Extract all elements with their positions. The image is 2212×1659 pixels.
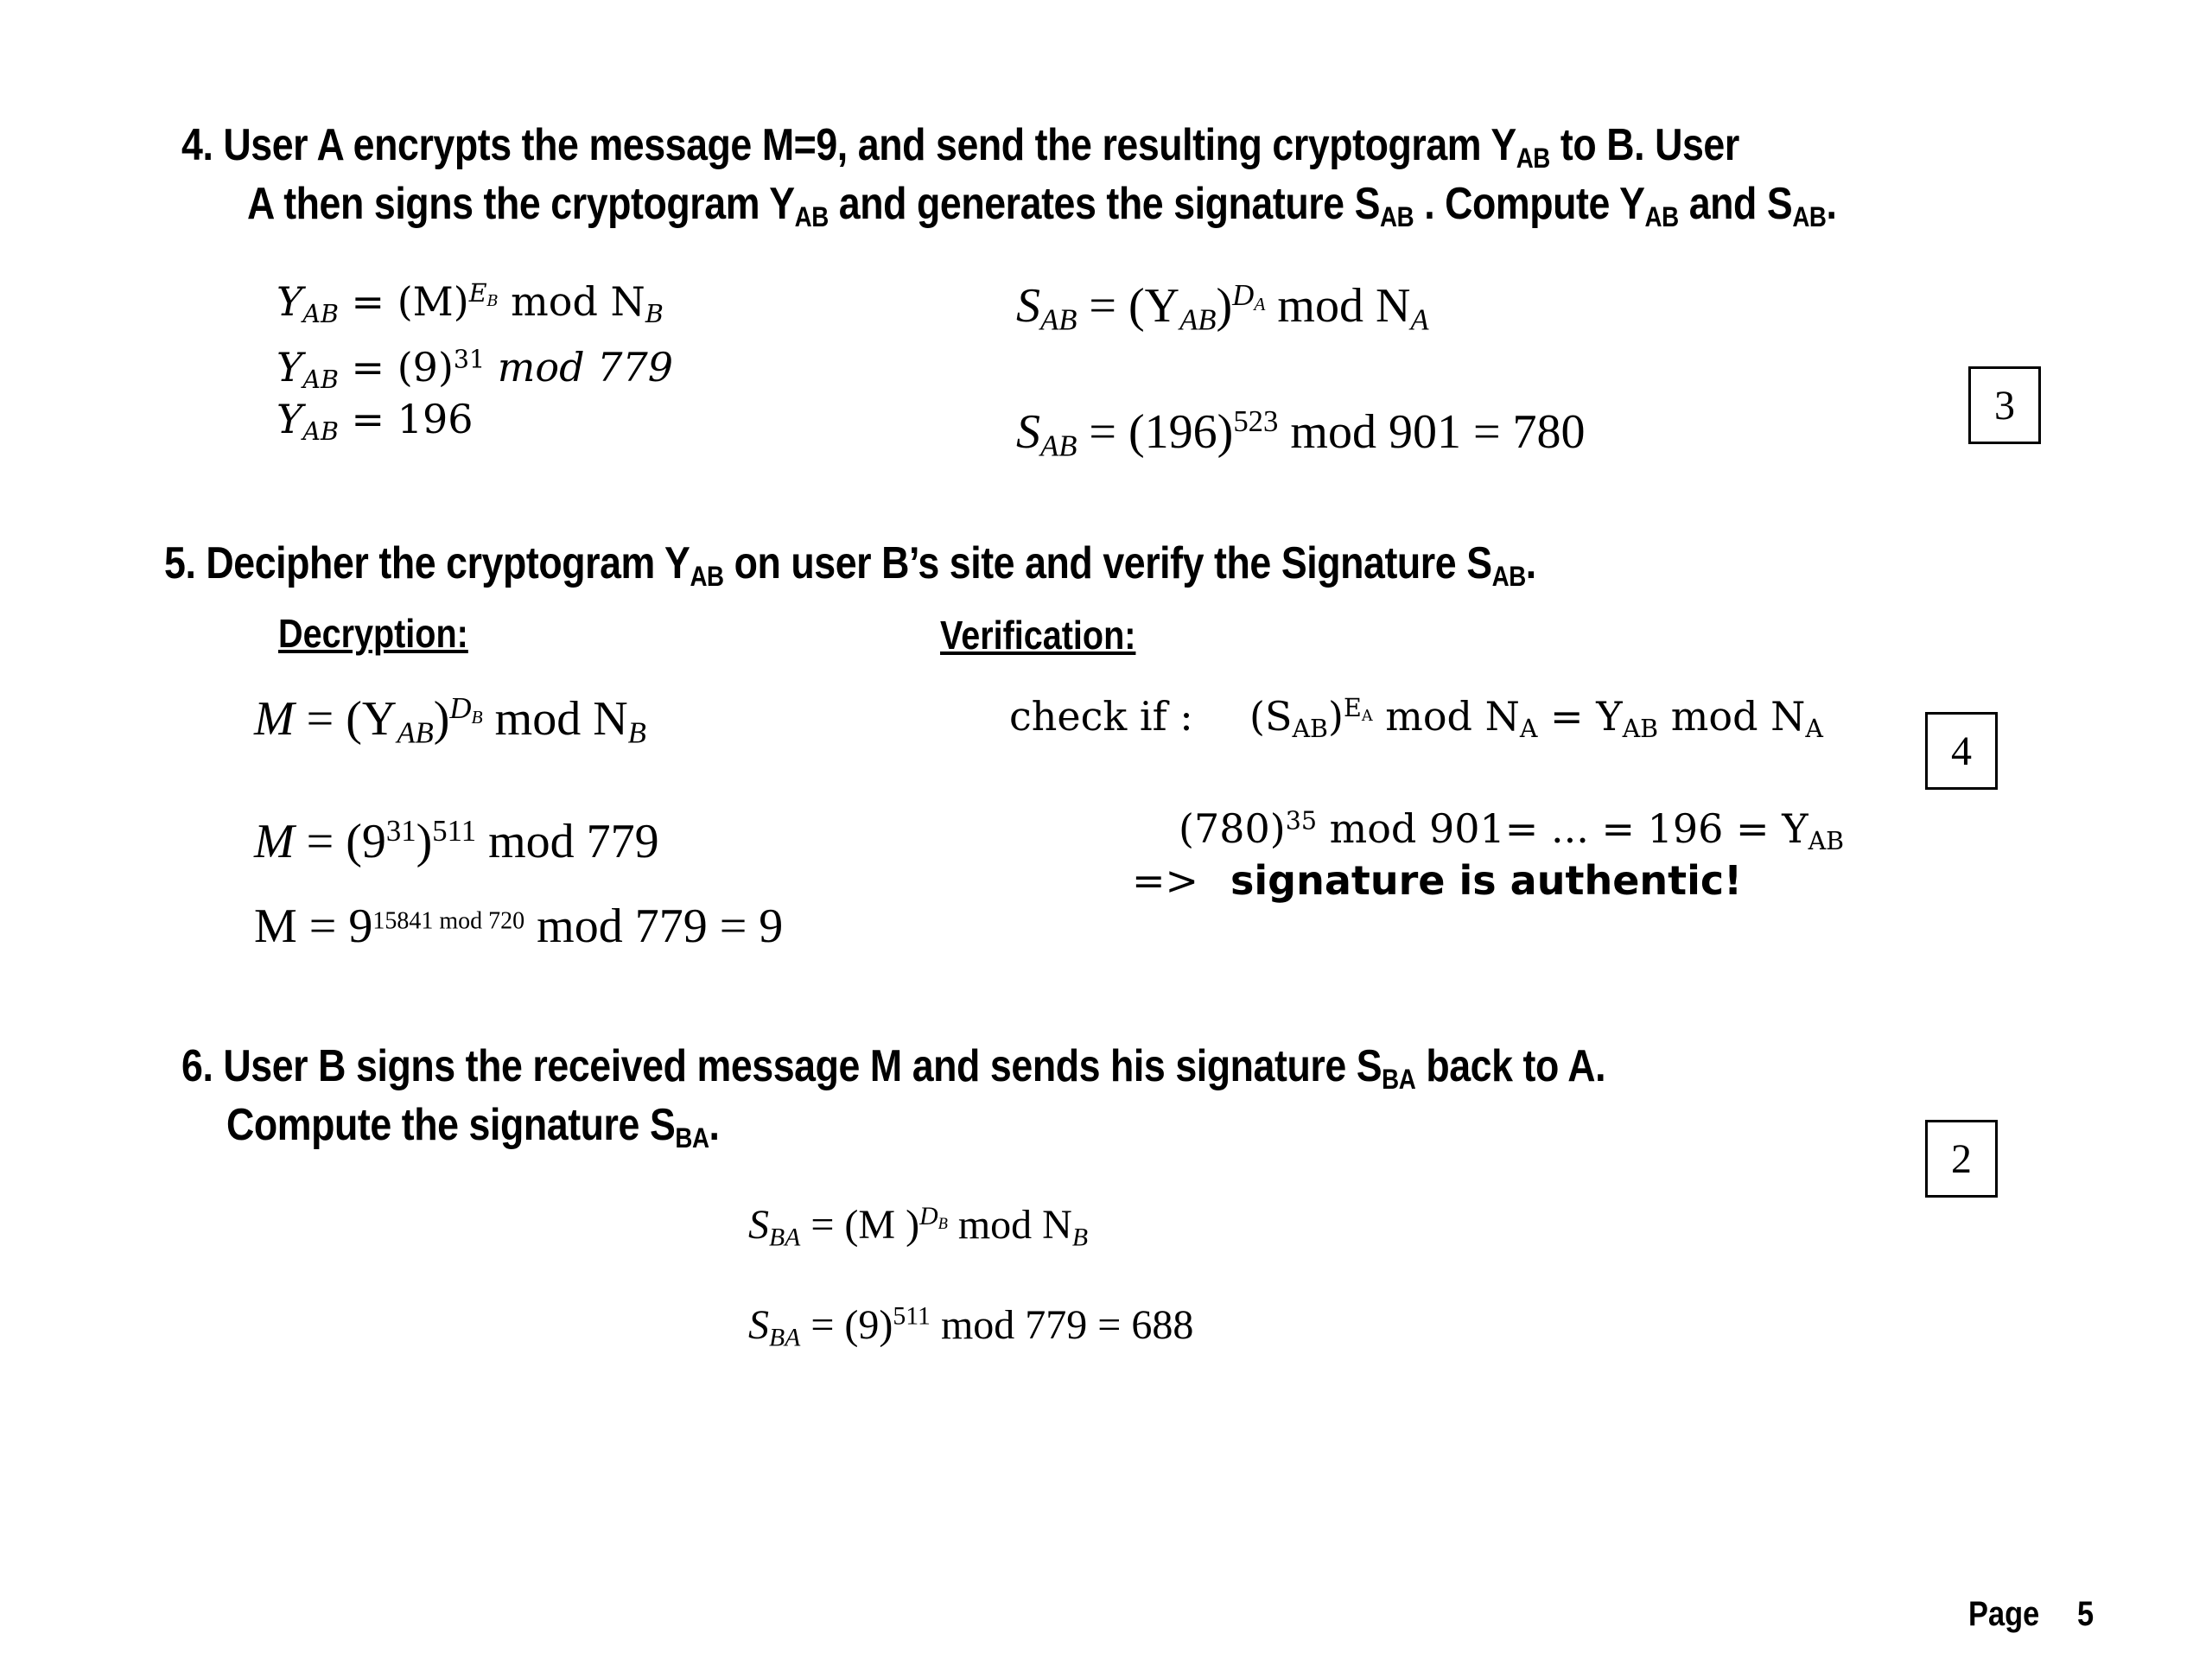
verification-heading: Verification: <box>940 613 1136 658</box>
page-number: 5 <box>2077 1595 2094 1633</box>
decryption-result: $M = 9^{15841 mod 720}$ mod 779 = 9 <box>254 899 784 953</box>
signature-result: $S_{AB} = (196)^{523}$ mod 901 = 780 <box>1016 404 1586 463</box>
decryption-substitution: $M = (9^{31})^{511}$ mod 779 <box>254 813 659 868</box>
verification-computation: $(780)^{35}$ mod 901= ... = $196 = Y_{AB}$ <box>1179 805 1845 855</box>
signature-formula: $S_{AB} = (Y_{AB})^{D_A}$ mod $N_A$ <box>1016 277 1429 337</box>
points-box-q6: 2 <box>1925 1120 1998 1198</box>
points-box-q4: 3 <box>1968 366 2041 444</box>
question-4-line-1: 4. User A encrypts the message M=9, and send the resulting cryptogram $Y_{AB}$ to B. User <box>181 120 1739 175</box>
signature-ba-formula: $S_{BA} = (M$ )$^{D_B}$ mod $N_B$ <box>748 1201 1089 1252</box>
decryption-formula: $M = (Y_{AB})^{D_B}$ mod $N_B$ <box>254 690 646 750</box>
question-6-line-2: Compute the signature $S_{BA}$. <box>226 1100 720 1154</box>
question-5-title: 5. Decipher the cryptogram $Y_{AB}$ on user B’s site and verify the Signature $S_{AB}$. <box>164 538 1536 593</box>
decryption-heading: Decryption: <box>278 611 468 656</box>
verification-conclusion: signature is authentic! <box>1230 857 1743 904</box>
signature-ba-result: $S_{BA} = (9)^{511}$ mod 779 = 688 <box>748 1301 1194 1352</box>
encryption-formula: $Y_{AB} = (M)^{E_B}$ mod $N_B$ <box>276 278 664 328</box>
verification-formula: $(S_{AB})^{E_A}$ mod $N_A = Y_{AB}$ mod $N_A$ <box>1249 693 1824 743</box>
page-label: Page <box>1968 1595 2040 1633</box>
verification-arrow: => <box>1132 857 1199 904</box>
points-box-q5: 4 <box>1925 712 1998 790</box>
encryption-result: $Y_{AB} = 196$ <box>276 396 474 446</box>
question-6-line-1: 6. User B signs the received message M and sends his signature $S_{BA}$ back to A. <box>181 1041 1606 1096</box>
encryption-substitution: $Y_{AB} = (9)^{31}$ mod 779 <box>276 344 673 394</box>
question-4-line-2: A then signs the cryptogram $Y_{AB}$ and generates the signature $S_{AB}$ . Compute $Y_{AB}$ and $S_{AB}$. <box>247 179 1837 233</box>
verification-check-label: check if : <box>1009 693 1193 740</box>
